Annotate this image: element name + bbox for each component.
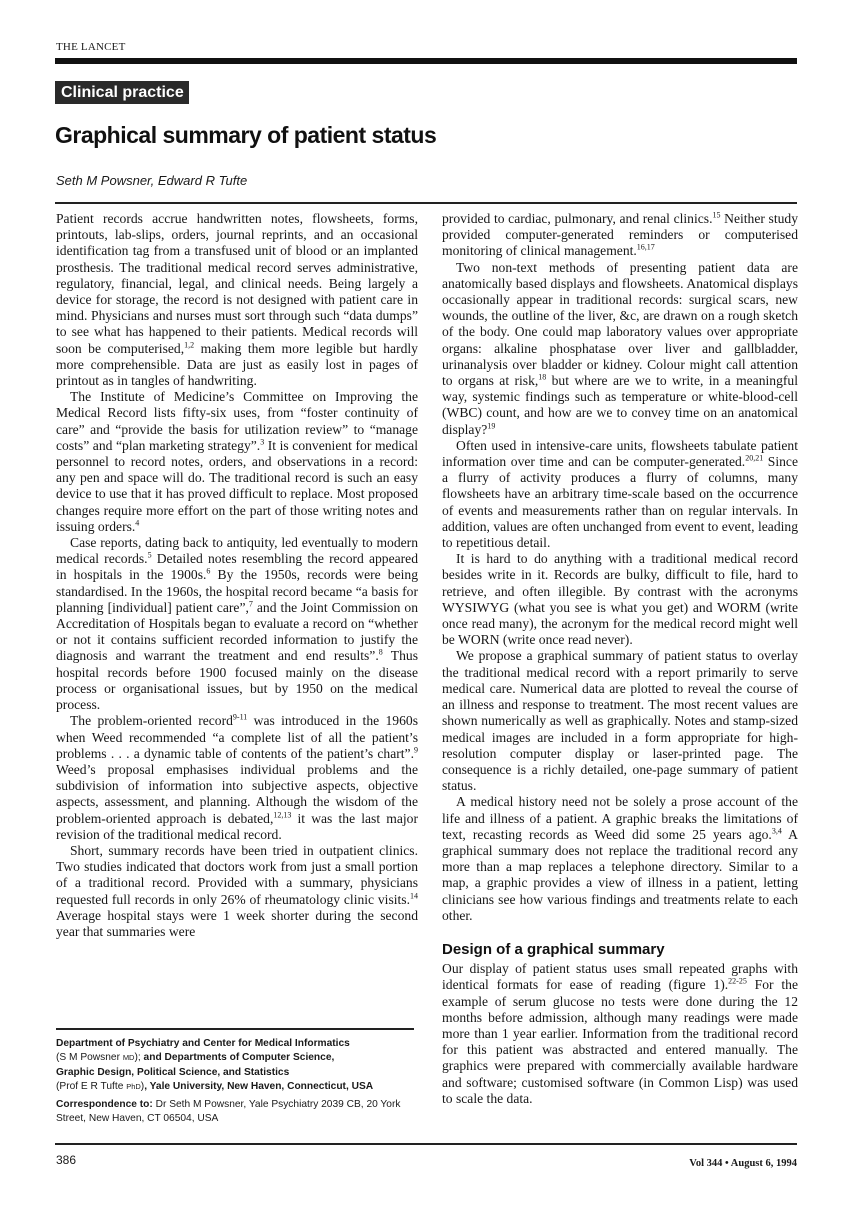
paragraph-text: Average hospital stays were 1 week shorter during the second year that summaries were <box>56 907 418 939</box>
affiliations <box>56 1037 426 1127</box>
paragraph <box>56 535 418 713</box>
paragraph-text: The problem-oriented record <box>70 713 233 729</box>
affiliation-university: , Yale University, New Haven, Connecticut, USA <box>144 1080 374 1092</box>
citation-ref: 9 <box>414 745 418 755</box>
affiliation-author-2: (Prof E R Tufte <box>56 1080 127 1092</box>
footer-rule <box>55 1143 797 1145</box>
paragraph-text: and the Joint Commission on Accreditation of Hospitals began to evaluate a record on “whether or not it contains sufficient recorded information to justify the diagnosis and warrant the treatment and end results”. <box>56 599 418 664</box>
citation-ref: 6 <box>206 566 211 576</box>
article-title: Graphical summary of patient status <box>55 122 437 148</box>
citation-ref: 3 <box>260 437 265 447</box>
citation-ref: 16,17 <box>636 242 655 252</box>
paragraph-text: Neither study provided computer-generated reminders or computerised monitoring of clinical management. <box>442 211 798 259</box>
paragraph-text: making them more legible but hardly more comprehensible. Data are just as easily lost in pages of printout as in tangles of handwriting. <box>56 340 418 389</box>
citation-ref: 15 <box>712 210 721 220</box>
affiliation-dept-psychiatry: Department of Psychiatry and Center for Medical Informatics <box>56 1038 350 1049</box>
paragraph <box>442 648 798 794</box>
section-tag: Clinical practice <box>55 81 189 104</box>
paragraph-text: Thus hospital records before 1900 focused mainly on the disease process or organisational issues, but by 1950 on the medical process. <box>56 648 418 713</box>
paragraph-text: provided to cardiac, pulmonary, and renal clinics. <box>442 211 713 226</box>
paragraph <box>56 843 418 940</box>
paragraph-text: We propose a graphical summary of patient status to overlay the traditional medical record with a report primarily to serve medical care. Numerical data are plotted to reveal the course of an illness and response to treatment. The most recent values are shown numerically as well as graphically. Notes and stamp-sized medical images are included in a form appropriate for high-resolution computer display or laser-printed page. The consequence is a richly detailed, one-page summary of patient status. <box>442 648 798 794</box>
column-rule <box>55 202 797 204</box>
citation-ref: 18 <box>538 372 547 382</box>
paragraph <box>442 260 798 438</box>
citation-ref: 19 <box>487 421 496 431</box>
citation-ref: 22-25 <box>728 976 747 986</box>
paragraph <box>56 389 418 535</box>
citation-ref: 7 <box>248 599 253 609</box>
citation-ref: 3,4 <box>771 826 782 836</box>
affiliation-dept-graphic: Graphic Design, Political Science, and Statistics <box>56 1066 290 1078</box>
paragraph-text: By the 1950s, records were being standardised. In the 1960s, the hospital record became “a basis for planning [individual] patient care”, <box>56 567 418 615</box>
paragraph-text: Case reports, dating back to antiquity, led eventually to modern medical records. <box>56 535 418 567</box>
paragraph-text: but where are we to write, in a meaningful way, systemic findings such as temperature or white-blood-cell (WBC) count, and how are we to convey time on an anatomical display? <box>442 373 798 437</box>
correspondence-address: Dr Seth M Powsner, Yale Psychiatry 2039 CB, 20 York Street, New Haven, CT 06504, USA <box>56 1099 401 1125</box>
article-authors: Seth M Powsner, Edward R Tufte <box>56 173 248 188</box>
citation-ref: 5 <box>147 550 152 560</box>
citation-ref: 8 <box>378 647 383 657</box>
paragraph <box>56 211 418 389</box>
citation-ref: 1,2 <box>184 340 195 350</box>
degree: PhD <box>126 1081 141 1091</box>
paragraph-text: Detailed notes resembling the record appeared in hospitals in the 1900s. <box>56 551 419 583</box>
paragraph-text: Our display of patient status uses small repeated graphs with identical formats for ease of reading (figure 1). <box>442 961 798 993</box>
paragraph <box>442 211 798 260</box>
paragraph <box>442 794 798 924</box>
affiliation-dept-cs: and Departments of Computer Science, <box>140 1052 335 1064</box>
affiliation-text: ) <box>140 1080 145 1092</box>
left-column <box>56 211 418 940</box>
correspondence-label: Correspondence to: <box>56 1099 153 1111</box>
paragraph-text: A medical history need not be solely a prose account of the life and illness of a patient. A graphic breaks the limitations of text, recasting records as Weed did some 25 years ago. <box>442 794 798 842</box>
affiliation-author-1: (S M Powsner <box>56 1052 123 1064</box>
right-column <box>442 211 798 1107</box>
paragraph-text: For the example of serum glucose no tests were done during the 12 months before admission, although many readings were made more than 1 year earlier. Information from the traditional record for this patient was abstracted and entered manually. The graphics were prepared with commercially available hardware and software; customised software (in Common Lisp) was used to scale the data. <box>442 977 798 1106</box>
paragraph-text: Two non-text methods of presenting patient data are anatomically based displays and flowsheets. Anatomical displays occasionally appear in traditional records: surgical scars, new wounds, the outline of the liver, &c, are drawn on a rough sketch of the body. One could map laboratory values over appropriate organs: alkaline phosphatase over liver and gallbladder, urinanalysis over bladder or kidney. Colour might call attention to organs at risk, <box>442 259 798 389</box>
affiliation-rule <box>56 1028 414 1030</box>
header-rule <box>55 58 797 64</box>
volume-info: Vol 344 • August 6, 1994 <box>689 1158 797 1169</box>
journal-name: THE LANCET <box>56 41 126 53</box>
page-number: 386 <box>56 1153 77 1167</box>
section-heading: Design of a graphical summary <box>442 940 665 958</box>
paragraph-text: Patient records accrue handwritten notes, flowsheets, forms, printouts, lab-slips, orders, journal reprints, and an occasional identification tag from a transfused unit of blood or an implanted prosthesis. The traditional medical record serves administrative, regulatory, financial, legal, and clinical needs. Being largely a device for storage, the record is not designed with patient care in mind. Physicians and nurses must sort through such “data dumps” to see what has happened to their patients. Medical records will soon be computerised, <box>56 211 418 356</box>
paragraph-text: It is convenient for medical personnel to record notes, orders, and observations in a record: any pen and space will do. The traditional record is such an easy device to use that it has proved difficult to replace. Most proposed changes require more effort on the part of those writing notes and issuing orders. <box>56 437 418 534</box>
paragraph-text: Since a flurry of activity produces a flurry of columns, many flowsheets have an arbitrary time-scale based on the occurrence of events and measurements rather than on regular intervals. In addition, values are often unchanged from event to event, leading to repetitious detail. <box>442 454 798 551</box>
paragraph <box>442 551 798 648</box>
paragraph-text: Short, summary records have been tried in outpatient clinics. Two studies indicated that doctors work from just a small portion of a traditional record. Provided with a summary, physicians requested full records in only 26% of rheumatology clinic visits. <box>56 842 418 907</box>
citation-ref: 20,21 <box>745 453 764 463</box>
paragraph-text: was introduced in the 1960s when Weed recommended “a complete list of all the patient’s problems . . . a dynamic table of contents of the patient’s chart”. <box>56 713 418 761</box>
citation-ref: 12,13 <box>273 809 292 819</box>
citation-ref: 9-11 <box>232 712 248 722</box>
paragraph <box>442 961 798 1107</box>
paragraph-text: it was the last major revision of the traditional medical record. <box>56 810 418 842</box>
paragraph <box>442 438 798 551</box>
paragraph-text: Weed’s proposal emphasises individual problems and the subdivision of information into subjective aspects, objective aspects, assessment, and planning. Although the wisdom of the problem-oriented approach is debated, <box>56 761 418 826</box>
paragraph <box>56 713 418 843</box>
citation-ref: 4 <box>135 518 140 528</box>
paragraph-text: A graphical summary does not replace the traditional record any more than a map replaces a telephone directory. Similar to a map, a graphic provides a view of illness in a patient, letting clinicians see how various findings and treatments relate to each other. <box>442 826 798 923</box>
citation-ref: 14 <box>410 891 418 900</box>
paragraph-text: It is hard to do anything with a traditional medical record besides write in it. Records are bulky, difficult to file, hard to retrieve, and often illegible. By contrast with the acronyms WYSIWYG (what you see is what you get) and WORM (write once read many), the acronym for the medical record might well be WORN (write once read never). <box>442 551 798 648</box>
affiliation-text: ); <box>134 1052 141 1064</box>
paragraph-text: Often used in intensive-care units, flowsheets tabulate patient information over time and can be computer-generated. <box>442 437 798 470</box>
degree: MD <box>122 1053 135 1063</box>
paragraph-text: The Institute of Medicine’s Committee on Improving the Medical Record lists fifty-six uses, from “foster continuity of care” and “provide the basis for utilization review” to “manage costs” and “plan marketing strategy”. <box>56 389 418 453</box>
section-body <box>442 961 798 1107</box>
